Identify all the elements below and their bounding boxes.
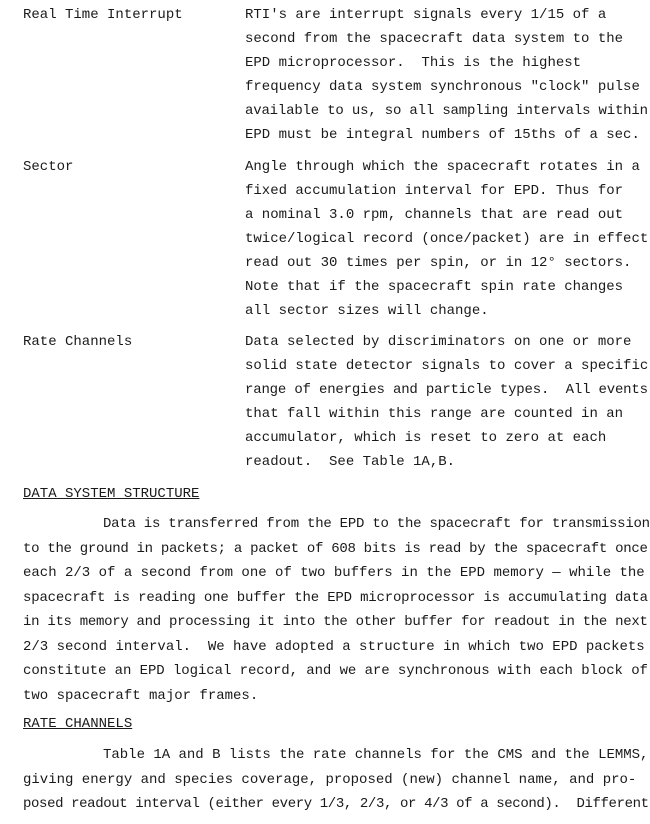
definition-line: second from the spacecraft data system to the	[245, 31, 624, 47]
glossary-term-real-time-interrupt: Real Time Interrupt	[23, 7, 183, 23]
glossary-definition-real-time-interrupt	[245, 3, 648, 147]
glossary-definition-sector	[245, 155, 649, 323]
definition-line: all sector sizes will change.	[245, 303, 489, 319]
definition-line: fixed accumulation interval for EPD. Thus for	[245, 183, 624, 199]
definition-line: range of energies and particle types. All events	[245, 382, 648, 398]
glossary-definition-rate-channels	[245, 330, 649, 474]
definition-line: solid state detector signals to cover a specific	[245, 358, 649, 374]
paragraph-data-system-structure	[23, 512, 648, 708]
definition-line: EPD must be integral numbers of 15ths of a sec.	[245, 127, 640, 143]
definition-line: Data selected by discriminators on one or more	[245, 334, 632, 350]
paragraph-line: Table 1A and B lists the rate channels for the CMS and the LEMMS,	[103, 747, 649, 763]
definition-line: a nominal 3.0 rpm, channels that are read out	[245, 207, 624, 223]
paragraph-line: spacecraft is reading one buffer the EPD microprocessor is accumulating data	[23, 589, 648, 606]
paragraph-line: to the ground in packets; a packet of 608 bits is read by the spacecraft once	[23, 540, 648, 557]
paragraph-line: constitute an EPD logical record, and we are synchronous with each block of	[23, 663, 648, 679]
paragraph-line: posed readout interval (either every 1/3, 2/3, or 4/3 of a second). Different	[23, 796, 649, 812]
paragraph-line: giving energy and species coverage, proposed (new) channel name, and pro-	[23, 771, 637, 788]
paragraph-line: 2/3 second interval. We have adopted a structure in which two EPD packets	[23, 638, 645, 655]
definition-line: accumulator, which is reset to zero at each	[245, 430, 607, 446]
paragraph-line: in its memory and processing it into the other buffer for readout in the next	[23, 614, 648, 630]
definition-line: Note that if the spacecraft spin rate changes	[245, 279, 624, 295]
paragraph-line: two spacecraft major frames.	[23, 687, 259, 704]
paragraph-rate-channels	[23, 743, 648, 817]
paragraph-line: each 2/3 of a second from one of two buffers in the EPD memory — while the	[23, 565, 645, 581]
glossary-term-sector: Sector	[23, 159, 74, 175]
definition-line: readout. See Table 1A,B.	[245, 454, 456, 470]
definition-line: frequency data system synchronous "clock" pulse	[245, 79, 640, 95]
definition-line: EPD microprocessor. This is the highest	[245, 55, 582, 71]
section-heading-rate-channels: RATE CHANNELS	[23, 716, 133, 732]
definition-line: twice/logical record (once/packet) are in effect	[245, 231, 649, 247]
definition-line: Angle through which the spacecraft rotates in a	[245, 159, 640, 175]
definition-line: available to us, so all sampling intervals within	[245, 103, 648, 119]
definition-line: RTI's are interrupt signals every 1/15 of a	[245, 7, 607, 23]
glossary-term-rate-channels: Rate Channels	[23, 334, 133, 350]
definition-line: that fall within this range are counted in an	[245, 406, 624, 422]
section-heading-data-system-structure: DATA SYSTEM STRUCTURE	[23, 486, 200, 502]
definition-line: read out 30 times per spin, or in 12° sectors.	[245, 255, 632, 271]
paragraph-line: Data is transferred from the EPD to the spacecraft for transmission	[103, 516, 650, 532]
